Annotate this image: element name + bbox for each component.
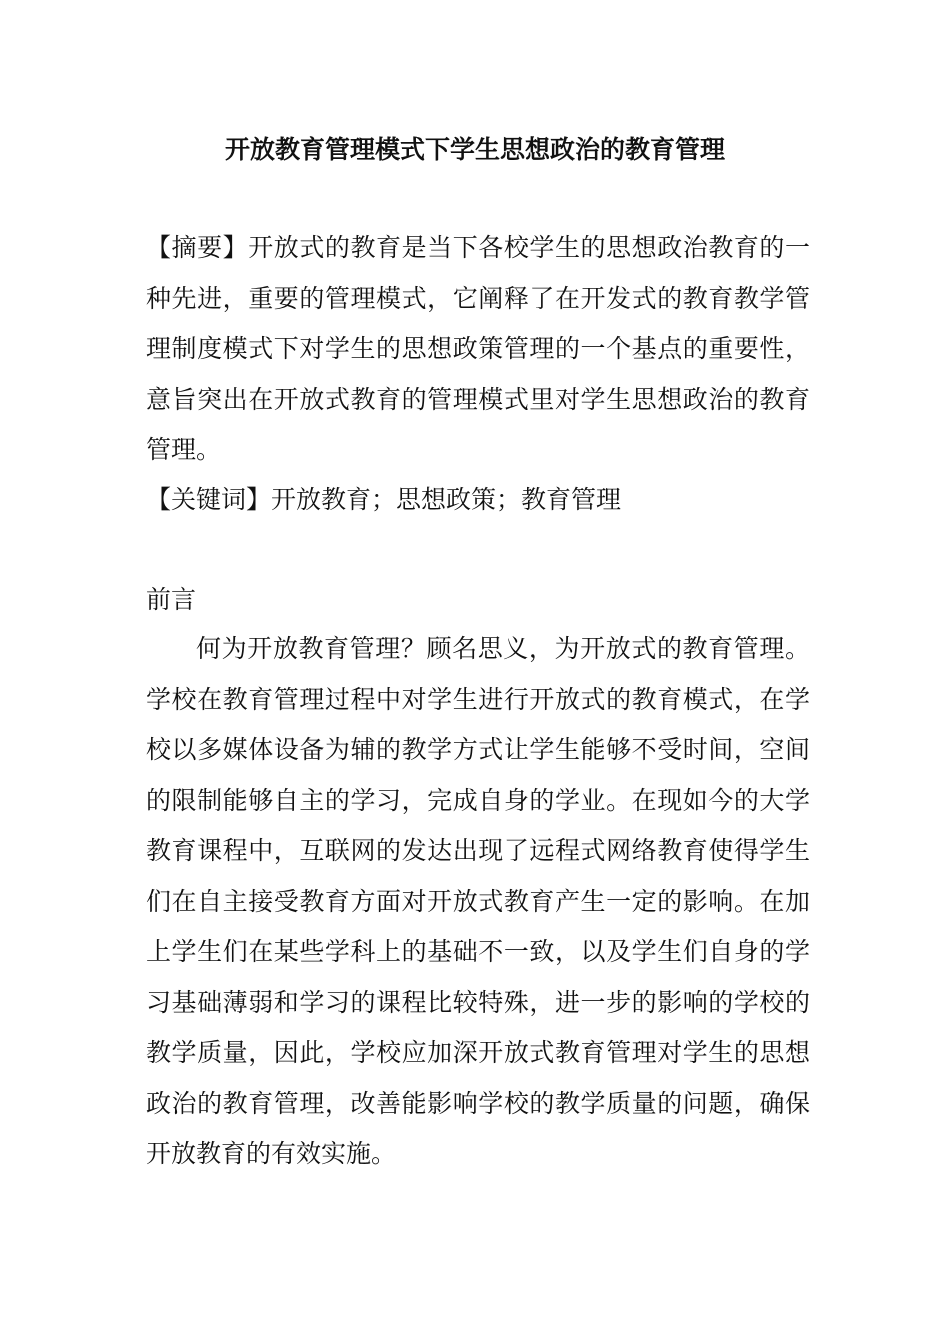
abstract-paragraph: 【摘要】开放式的教育是当下各校学生的思想政治教育的一种先进，重要的管理模式，它阐释了在开发式的教育教学管理制度模式下对学生的思想政策管理的一个基点的重要性，意旨突出在开放式教育的管理模式里对学生思想政治的教育管理。 [146, 233, 810, 464]
document-title: 开放教育管理模式下学生思想政治的教育管理 [224, 135, 725, 164]
preface-heading: 前言 [146, 585, 197, 614]
keywords-line: 【关键词】开放教育；思想政策；教育管理 [146, 485, 622, 514]
preface-paragraph: 何为开放教育管理？顾名思义，为开放式的教育管理。学校在教育管理过程中对学生进行开放式的教育模式，在学校以多媒体设备为辅的教学方式让学生能够不受时间，空间的限制能够自主的学习，完成自身的学业。在现如今的大学教育课程中，互联网的发达出现了远程式网络教育使得学生们在自主接受教育方面对开放式教育产生一定的影响。在加上学生们在某些学科上的基础不一致，以及学生们自身的学习基础薄弱和学习的课程比较特殊，进一步的影响的学校的教学质量，因此，学校应加深开放式教育管理对学生的思想政治的教育管理，改善能影响学校的教学质量的问题，确保开放教育的有效实施。 [146, 634, 810, 1168]
